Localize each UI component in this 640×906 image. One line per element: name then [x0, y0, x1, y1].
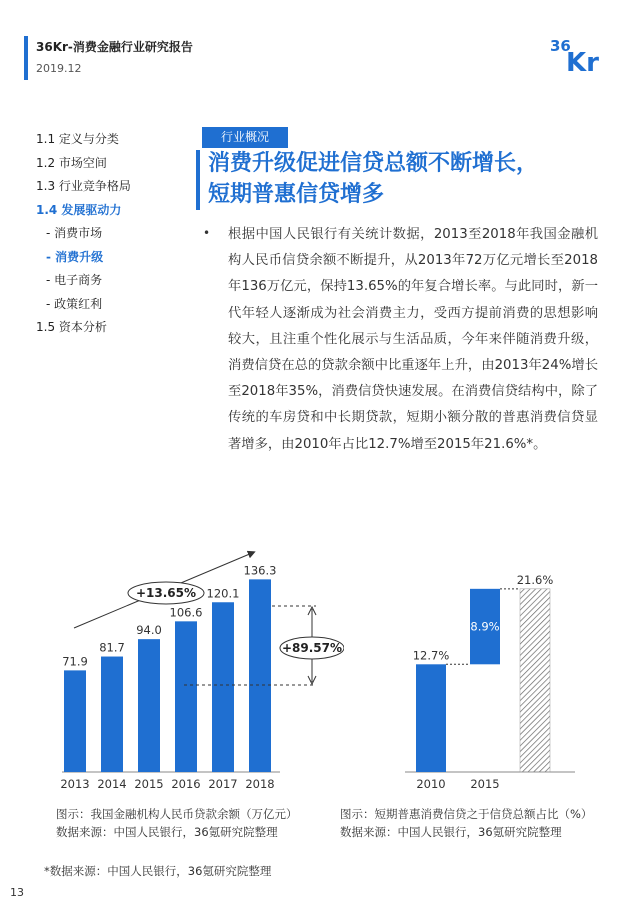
- chart2-bar-2010: [416, 664, 446, 772]
- chart2-caption-block: [340, 805, 592, 841]
- loan-balance-chart: [44, 545, 344, 795]
- chart1-value-label: 71.9: [62, 654, 88, 669]
- toc-subitem-consumer-market[interactable]: - 消费市场: [46, 226, 103, 240]
- chart1-bar-2018: [249, 579, 271, 772]
- svg-text:Kr: Kr: [566, 48, 599, 74]
- 36kr-logo: [548, 34, 612, 74]
- chart1-x-label: 2013: [60, 777, 90, 791]
- chart1-value-label: 136.3: [243, 563, 277, 578]
- chart1-bar-2016: [175, 621, 197, 772]
- chart1-x-label: 2018: [245, 777, 275, 791]
- chart1-x-label: 2017: [208, 777, 238, 791]
- chart1-value-label: 81.7: [99, 640, 125, 655]
- chart2-x-label: 2010: [416, 777, 446, 791]
- body-paragraph: 根据中国人民银行有关统计数据，2013至2018年我国金融机构人民币信贷余额不断提升，从2013年72万亿元增长至2018年136万亿元，保持13.65%的年复合增长率。与此同时，新一代年轻人逐渐成为社会消费主力，受西方提前消费的思想影响较大，且注重个性化展示与生活品质，今年来伴随消费升级，消费信贷在总的贷款余额中比重逐年上升，由2013年24%增长至2018年35%，消费信贷快速发展。在消费信贷结构中，除了传统的车房贷和中长期贷款，短期小额分散的普惠消费信贷显著增多，由2010年占比12.7%增至2015年21.6%*。: [228, 227, 598, 452]
- chart1-bar-2017: [212, 602, 234, 772]
- chart1-source: 数据来源：中国人民银行，36氪研究院整理: [56, 825, 278, 839]
- increase-annotation: +89.57%: [281, 641, 343, 655]
- chart1-caption-block: [56, 805, 298, 841]
- toc-nav: [36, 128, 131, 340]
- chart2-value-label-2015: 21.6%: [516, 572, 554, 587]
- header-accent-bar: [24, 36, 28, 80]
- toc-subitem-consumption-upgrade[interactable]: - 消费升级: [46, 249, 104, 264]
- toc-subitem-policy[interactable]: - 政策红利: [46, 296, 103, 311]
- chart1-x-label: 2015: [134, 777, 164, 791]
- footnote: *数据来源：中国人民银行，36氪研究院整理: [44, 864, 272, 878]
- toc-item-capital[interactable]: 1.5 资本分析: [36, 320, 107, 334]
- inclusive-credit-chart: [400, 560, 580, 792]
- svg-text:36: 36: [550, 37, 571, 55]
- chart2-source: 数据来源：中国人民银行，36氪研究院整理: [340, 825, 562, 839]
- toc-item-market-space[interactable]: 1.2 市场空间: [36, 155, 107, 170]
- chart2-value-label-2010: 12.7%: [412, 648, 450, 663]
- chart1-bar-2014: [101, 657, 123, 772]
- toc-subitem-ecommerce[interactable]: - 电子商务: [46, 273, 103, 287]
- bullet-icon: •: [203, 226, 211, 240]
- section-tag: 行业概况: [202, 127, 288, 147]
- report-title: 36Kr-消费金融行业研究报告: [36, 40, 193, 54]
- headline-line-1: 消费升级促进信贷总额不断增长，: [208, 151, 539, 176]
- chart1-value-label: 94.0: [136, 623, 162, 638]
- chart1-x-label: 2014: [97, 777, 127, 791]
- page-number: 13: [10, 886, 24, 899]
- toc-item-drivers[interactable]: 1.4 发展驱动力: [36, 202, 122, 217]
- report-date: 2019.12: [36, 62, 82, 75]
- chart1-x-label: 2016: [171, 777, 201, 791]
- chart2-value-label-increment: 8.9%: [470, 619, 500, 634]
- cagr-annotation: +13.65%: [135, 586, 197, 600]
- chart2-x-label: 2015: [470, 777, 500, 791]
- headline-accent-bar: [196, 150, 200, 210]
- chart1-bar-2015: [138, 639, 160, 772]
- page-headline: [208, 148, 628, 210]
- chart2-bar-2015-total: [520, 589, 550, 772]
- chart1-caption: 图示：我国金融机构人民币贷款余额（万亿元）: [56, 807, 298, 821]
- toc-item-definition[interactable]: 1.1 定义与分类: [36, 132, 119, 146]
- toc-item-competition[interactable]: 1.3 行业竞争格局: [36, 179, 131, 193]
- chart1-bar-2013: [64, 670, 86, 772]
- chart1-value-label: 120.1: [206, 586, 240, 601]
- chart2-caption: 图示：短期普惠消费信贷之于信贷总额占比（%）: [340, 807, 593, 821]
- headline-line-2: 短期普惠信贷增多: [208, 182, 385, 207]
- chart1-value-label: 106.6: [169, 605, 203, 620]
